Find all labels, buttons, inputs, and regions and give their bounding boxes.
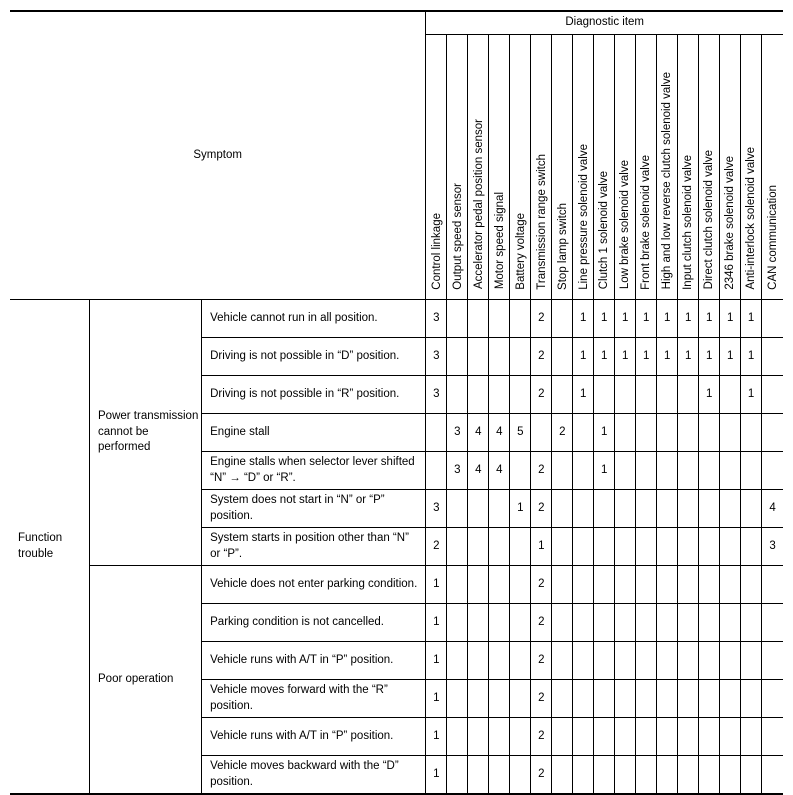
priority-cell bbox=[594, 604, 615, 642]
priority-cell bbox=[615, 490, 636, 528]
priority-cell bbox=[762, 566, 783, 604]
diagnostic-item-header: Diagnostic item bbox=[426, 11, 783, 35]
priority-cell: 3 bbox=[762, 528, 783, 566]
priority-cell bbox=[720, 490, 741, 528]
priority-cell bbox=[678, 528, 699, 566]
priority-cell bbox=[594, 642, 615, 680]
symptom-cell: Vehicle runs with A/T in “P” position. bbox=[202, 642, 426, 680]
priority-cell bbox=[720, 718, 741, 756]
priority-cell bbox=[447, 604, 468, 642]
diagnostic-item-label: Low brake solenoid valve bbox=[619, 160, 632, 290]
symptom-cell: System starts in position other than “N” or “P”. bbox=[202, 528, 426, 566]
diagnostic-item-label: Stop lamp switch bbox=[556, 202, 569, 290]
priority-cell: 1 bbox=[699, 300, 720, 338]
priority-cell: 2 bbox=[531, 604, 552, 642]
diagnostic-item-header-cell bbox=[657, 35, 678, 300]
priority-cell bbox=[741, 680, 762, 718]
priority-cell: 1 bbox=[615, 338, 636, 376]
priority-cell bbox=[447, 642, 468, 680]
priority-cell bbox=[468, 680, 489, 718]
subgroup-cell: Power transmission cannot be performed bbox=[90, 300, 202, 566]
priority-cell bbox=[699, 718, 720, 756]
symptom-cell: Vehicle cannot run in all position. bbox=[202, 300, 426, 338]
diagnostic-item-header-cell bbox=[615, 35, 636, 300]
priority-cell bbox=[468, 300, 489, 338]
priority-cell bbox=[615, 680, 636, 718]
priority-cell bbox=[552, 680, 573, 718]
diagnostic-item-label: Clutch 1 solenoid valve bbox=[598, 171, 611, 290]
priority-cell bbox=[447, 338, 468, 376]
priority-cell bbox=[489, 338, 510, 376]
priority-cell bbox=[573, 528, 594, 566]
priority-cell bbox=[447, 376, 468, 414]
priority-cell bbox=[510, 566, 531, 604]
priority-cell bbox=[489, 680, 510, 718]
priority-cell bbox=[636, 528, 657, 566]
priority-cell bbox=[762, 300, 783, 338]
diagnostic-table bbox=[10, 10, 783, 795]
priority-cell bbox=[720, 566, 741, 604]
priority-cell bbox=[468, 490, 489, 528]
diagnostic-item-label: Front brake solenoid valve bbox=[640, 154, 653, 290]
priority-cell bbox=[447, 300, 468, 338]
priority-cell: 1 bbox=[426, 642, 447, 680]
category-cell: Function trouble bbox=[10, 300, 90, 795]
priority-cell bbox=[678, 680, 699, 718]
priority-cell bbox=[699, 452, 720, 490]
priority-cell: 2 bbox=[531, 300, 552, 338]
priority-cell: 4 bbox=[468, 414, 489, 452]
priority-cell bbox=[762, 642, 783, 680]
priority-cell: 1 bbox=[426, 718, 447, 756]
priority-cell: 1 bbox=[636, 300, 657, 338]
priority-cell bbox=[678, 604, 699, 642]
priority-cell bbox=[741, 604, 762, 642]
priority-cell bbox=[720, 642, 741, 680]
priority-cell bbox=[678, 490, 699, 528]
priority-cell bbox=[468, 566, 489, 604]
priority-cell bbox=[636, 566, 657, 604]
priority-cell bbox=[741, 566, 762, 604]
priority-cell bbox=[678, 414, 699, 452]
priority-cell bbox=[489, 756, 510, 795]
priority-cell bbox=[468, 642, 489, 680]
diagnostic-item-label: Accelerator pedal position sensor bbox=[472, 119, 485, 290]
priority-cell bbox=[741, 756, 762, 795]
priority-cell bbox=[762, 604, 783, 642]
header-row-1 bbox=[10, 11, 783, 35]
priority-cell: 4 bbox=[468, 452, 489, 490]
priority-cell bbox=[699, 680, 720, 718]
priority-cell bbox=[552, 376, 573, 414]
priority-cell bbox=[510, 718, 531, 756]
priority-cell bbox=[510, 680, 531, 718]
priority-cell bbox=[762, 718, 783, 756]
symptom-cell: System does not start in “N” or “P” position. bbox=[202, 490, 426, 528]
priority-cell: 2 bbox=[531, 718, 552, 756]
priority-cell bbox=[489, 642, 510, 680]
priority-cell bbox=[489, 300, 510, 338]
priority-cell bbox=[510, 642, 531, 680]
priority-cell bbox=[741, 528, 762, 566]
table-body bbox=[10, 300, 783, 795]
diagnostic-item-label: Input clutch solenoid valve bbox=[682, 154, 695, 290]
priority-cell bbox=[510, 338, 531, 376]
priority-cell bbox=[510, 528, 531, 566]
priority-cell: 1 bbox=[573, 376, 594, 414]
priority-cell bbox=[720, 604, 741, 642]
priority-cell bbox=[447, 566, 468, 604]
priority-cell bbox=[573, 566, 594, 604]
priority-cell bbox=[510, 300, 531, 338]
priority-cell bbox=[678, 718, 699, 756]
diagnostic-item-label: High and low reverse clutch solenoid valve bbox=[661, 72, 674, 290]
priority-cell bbox=[594, 566, 615, 604]
priority-cell bbox=[552, 338, 573, 376]
table-row bbox=[10, 566, 783, 604]
diagnostic-item-header-cell bbox=[531, 35, 552, 300]
priority-cell bbox=[741, 642, 762, 680]
diagnostic-item-label: Output speed sensor bbox=[451, 182, 464, 290]
priority-cell: 4 bbox=[489, 452, 510, 490]
priority-cell bbox=[699, 566, 720, 604]
diagnostic-item-header-cell bbox=[552, 35, 573, 300]
priority-cell: 2 bbox=[531, 452, 552, 490]
priority-cell bbox=[510, 756, 531, 795]
priority-cell: 1 bbox=[426, 680, 447, 718]
priority-cell bbox=[573, 642, 594, 680]
priority-cell bbox=[447, 528, 468, 566]
priority-cell bbox=[594, 680, 615, 718]
priority-cell bbox=[678, 756, 699, 795]
priority-cell bbox=[552, 490, 573, 528]
priority-cell: 1 bbox=[657, 338, 678, 376]
priority-cell bbox=[636, 414, 657, 452]
priority-cell bbox=[489, 566, 510, 604]
priority-cell bbox=[762, 756, 783, 795]
priority-cell: 1 bbox=[594, 452, 615, 490]
diagnostic-item-label: Line pressure solenoid valve bbox=[577, 143, 590, 290]
priority-cell bbox=[468, 756, 489, 795]
priority-cell bbox=[762, 452, 783, 490]
priority-cell: 1 bbox=[594, 300, 615, 338]
priority-cell bbox=[447, 756, 468, 795]
priority-cell bbox=[510, 376, 531, 414]
priority-cell bbox=[657, 604, 678, 642]
priority-cell: 2 bbox=[426, 528, 447, 566]
priority-cell: 1 bbox=[741, 300, 762, 338]
priority-cell bbox=[678, 452, 699, 490]
priority-cell: 4 bbox=[762, 490, 783, 528]
priority-cell: 1 bbox=[573, 300, 594, 338]
priority-cell: 2 bbox=[531, 490, 552, 528]
priority-cell bbox=[489, 604, 510, 642]
priority-cell bbox=[699, 490, 720, 528]
priority-cell: 1 bbox=[741, 376, 762, 414]
priority-cell bbox=[720, 376, 741, 414]
priority-cell: 1 bbox=[573, 338, 594, 376]
priority-cell bbox=[699, 756, 720, 795]
priority-cell bbox=[615, 604, 636, 642]
priority-cell bbox=[468, 338, 489, 376]
priority-cell bbox=[636, 452, 657, 490]
priority-cell bbox=[594, 376, 615, 414]
priority-cell bbox=[762, 338, 783, 376]
priority-cell bbox=[573, 604, 594, 642]
priority-cell: 1 bbox=[678, 338, 699, 376]
diagnostic-item-label: Control linkage bbox=[430, 212, 443, 290]
priority-cell bbox=[615, 452, 636, 490]
priority-cell bbox=[552, 566, 573, 604]
diagnostic-item-label: Anti-interlock solenoid valve bbox=[745, 146, 758, 290]
priority-cell bbox=[573, 756, 594, 795]
priority-cell: 5 bbox=[510, 414, 531, 452]
priority-cell bbox=[489, 490, 510, 528]
priority-cell bbox=[573, 490, 594, 528]
diagnostic-item-header-cell bbox=[720, 35, 741, 300]
priority-cell bbox=[594, 528, 615, 566]
priority-cell bbox=[657, 718, 678, 756]
priority-cell bbox=[510, 452, 531, 490]
priority-cell: 1 bbox=[426, 604, 447, 642]
priority-cell: 2 bbox=[531, 338, 552, 376]
diagnostic-item-label: Direct clutch solenoid valve bbox=[703, 150, 716, 290]
priority-cell bbox=[636, 756, 657, 795]
priority-cell bbox=[426, 452, 447, 490]
priority-cell bbox=[678, 376, 699, 414]
priority-cell bbox=[447, 680, 468, 718]
priority-cell: 3 bbox=[426, 338, 447, 376]
priority-cell bbox=[552, 756, 573, 795]
priority-cell bbox=[657, 376, 678, 414]
diagnostic-item-header-cell bbox=[741, 35, 762, 300]
priority-cell bbox=[741, 452, 762, 490]
priority-cell bbox=[594, 718, 615, 756]
priority-cell bbox=[699, 414, 720, 452]
symptom-cell: Vehicle moves backward with the “D” position. bbox=[202, 756, 426, 795]
priority-cell bbox=[657, 756, 678, 795]
priority-cell bbox=[510, 604, 531, 642]
priority-cell bbox=[573, 718, 594, 756]
priority-cell bbox=[678, 642, 699, 680]
priority-cell: 1 bbox=[741, 338, 762, 376]
diagnostic-item-header-cell bbox=[594, 35, 615, 300]
diagnostic-item-label: Motor speed signal bbox=[493, 192, 506, 290]
priority-cell bbox=[720, 452, 741, 490]
priority-cell bbox=[720, 414, 741, 452]
priority-cell bbox=[678, 566, 699, 604]
priority-cell bbox=[720, 528, 741, 566]
diagnostic-item-header-cell bbox=[468, 35, 489, 300]
priority-cell: 1 bbox=[636, 338, 657, 376]
priority-cell: 1 bbox=[510, 490, 531, 528]
priority-cell bbox=[741, 718, 762, 756]
priority-cell bbox=[657, 414, 678, 452]
priority-cell bbox=[699, 528, 720, 566]
priority-cell bbox=[468, 604, 489, 642]
priority-cell: 3 bbox=[426, 376, 447, 414]
priority-cell bbox=[552, 604, 573, 642]
priority-cell: 2 bbox=[531, 566, 552, 604]
priority-cell: 1 bbox=[594, 338, 615, 376]
symptom-cell: Vehicle moves forward with the “R” position. bbox=[202, 680, 426, 718]
priority-cell bbox=[657, 566, 678, 604]
diagnostic-item-header-cell bbox=[426, 35, 447, 300]
priority-cell bbox=[489, 528, 510, 566]
priority-cell bbox=[699, 604, 720, 642]
priority-cell bbox=[636, 376, 657, 414]
priority-cell bbox=[615, 376, 636, 414]
priority-cell bbox=[489, 718, 510, 756]
priority-cell: 1 bbox=[720, 300, 741, 338]
symptom-cell: Driving is not possible in “D” position. bbox=[202, 338, 426, 376]
priority-cell bbox=[636, 680, 657, 718]
priority-cell: 3 bbox=[426, 490, 447, 528]
diagnostic-item-label: Battery voltage bbox=[514, 212, 527, 290]
priority-cell bbox=[657, 680, 678, 718]
symptom-cell: Vehicle does not enter parking condition. bbox=[202, 566, 426, 604]
priority-cell bbox=[573, 680, 594, 718]
priority-cell bbox=[552, 642, 573, 680]
priority-cell: 3 bbox=[447, 414, 468, 452]
priority-cell bbox=[552, 300, 573, 338]
symptom-cell: Engine stalls when selector lever shifted “N” → “D” or “R”. bbox=[202, 452, 426, 490]
priority-cell bbox=[615, 718, 636, 756]
symptom-cell: Vehicle runs with A/T in “P” position. bbox=[202, 718, 426, 756]
diagnostic-item-label: Transmission range switch bbox=[535, 153, 548, 290]
priority-cell: 1 bbox=[657, 300, 678, 338]
priority-cell bbox=[762, 414, 783, 452]
priority-cell bbox=[594, 756, 615, 795]
priority-cell bbox=[762, 376, 783, 414]
priority-cell bbox=[468, 528, 489, 566]
priority-cell: 1 bbox=[594, 414, 615, 452]
priority-cell bbox=[447, 718, 468, 756]
diagnostic-item-label: CAN communication bbox=[766, 184, 779, 290]
priority-cell: 3 bbox=[447, 452, 468, 490]
priority-cell bbox=[720, 756, 741, 795]
priority-cell bbox=[573, 452, 594, 490]
priority-cell: 4 bbox=[489, 414, 510, 452]
priority-cell bbox=[657, 528, 678, 566]
priority-cell bbox=[615, 642, 636, 680]
priority-cell bbox=[741, 414, 762, 452]
priority-cell: 1 bbox=[699, 338, 720, 376]
priority-cell: 1 bbox=[699, 376, 720, 414]
diagnostic-item-header-cell bbox=[678, 35, 699, 300]
priority-cell: 1 bbox=[720, 338, 741, 376]
priority-cell bbox=[636, 604, 657, 642]
priority-cell: 1 bbox=[678, 300, 699, 338]
priority-cell bbox=[531, 414, 552, 452]
priority-cell: 2 bbox=[552, 414, 573, 452]
symptom-header: Symptom bbox=[10, 11, 426, 300]
priority-cell: 1 bbox=[426, 756, 447, 795]
priority-cell bbox=[552, 452, 573, 490]
priority-cell bbox=[657, 642, 678, 680]
priority-cell bbox=[468, 718, 489, 756]
priority-cell: 2 bbox=[531, 680, 552, 718]
priority-cell bbox=[489, 376, 510, 414]
priority-cell: 1 bbox=[531, 528, 552, 566]
priority-cell bbox=[552, 718, 573, 756]
priority-cell bbox=[657, 490, 678, 528]
priority-cell bbox=[573, 414, 594, 452]
priority-cell bbox=[552, 528, 573, 566]
priority-cell bbox=[594, 490, 615, 528]
priority-cell: 2 bbox=[531, 376, 552, 414]
priority-cell bbox=[426, 414, 447, 452]
priority-cell bbox=[699, 642, 720, 680]
priority-cell bbox=[615, 414, 636, 452]
priority-cell: 1 bbox=[615, 300, 636, 338]
symptom-cell: Engine stall bbox=[202, 414, 426, 452]
diagnostic-item-header-cell bbox=[510, 35, 531, 300]
symptom-cell: Driving is not possible in “R” position. bbox=[202, 376, 426, 414]
priority-cell bbox=[657, 452, 678, 490]
symptom-cell: Parking condition is not cancelled. bbox=[202, 604, 426, 642]
priority-cell bbox=[762, 680, 783, 718]
diagnostic-item-header-cell bbox=[447, 35, 468, 300]
priority-cell bbox=[615, 528, 636, 566]
priority-cell bbox=[741, 490, 762, 528]
diagnostic-item-header-cell bbox=[573, 35, 594, 300]
priority-cell bbox=[636, 490, 657, 528]
priority-cell: 1 bbox=[426, 566, 447, 604]
diagnostic-item-header-cell bbox=[699, 35, 720, 300]
diagnostic-item-header-cell bbox=[762, 35, 783, 300]
subgroup-cell: Poor operation bbox=[90, 566, 202, 795]
priority-cell: 3 bbox=[426, 300, 447, 338]
table-row bbox=[10, 300, 783, 338]
diagnostic-item-header-cell bbox=[636, 35, 657, 300]
priority-cell bbox=[615, 756, 636, 795]
priority-cell bbox=[636, 642, 657, 680]
priority-cell bbox=[468, 376, 489, 414]
priority-cell bbox=[615, 566, 636, 604]
priority-cell bbox=[447, 490, 468, 528]
priority-cell: 2 bbox=[531, 756, 552, 795]
diagnostic-item-header-cell bbox=[489, 35, 510, 300]
diagnostic-item-label: 2346 brake solenoid valve bbox=[724, 155, 737, 290]
priority-cell: 2 bbox=[531, 642, 552, 680]
priority-cell bbox=[720, 680, 741, 718]
priority-cell bbox=[636, 718, 657, 756]
